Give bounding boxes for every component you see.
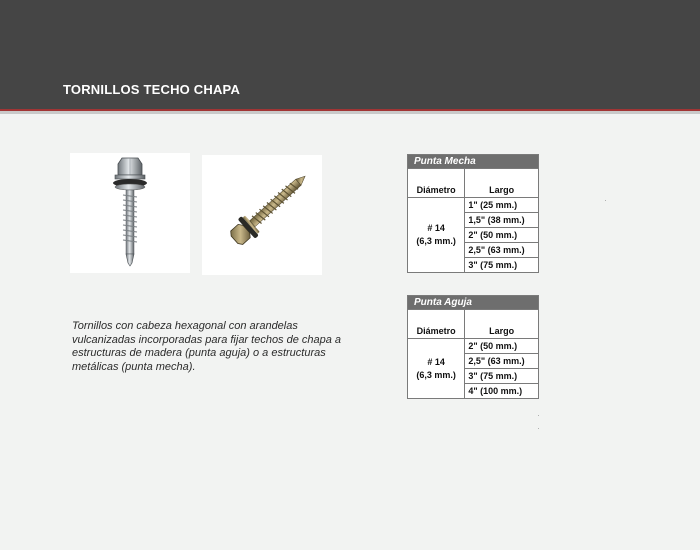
stray-mark — [605, 200, 606, 201]
column-header-diameter: Diámetro — [408, 310, 465, 339]
length-cell: 2,5" (63 mm.) — [465, 243, 539, 258]
diameter-mm: (6,3 mm.) — [416, 236, 456, 246]
stray-mark — [538, 428, 539, 429]
length-cell: 2" (50 mm.) — [465, 228, 539, 243]
column-header-length: Largo — [465, 310, 539, 339]
table-caption: Punta Mecha — [408, 155, 539, 169]
column-header-diameter: Diámetro — [408, 169, 465, 198]
length-cell: 2,5" (63 mm.) — [465, 354, 539, 369]
screw-needle-point-image — [202, 155, 322, 275]
stray-mark — [538, 415, 539, 416]
length-cell: 3" (75 mm.) — [465, 369, 539, 384]
hex-head-screw-needle-point-photo — [202, 155, 322, 275]
length-cell: 1,5" (38 mm.) — [465, 213, 539, 228]
header-divider-shadow — [0, 111, 700, 114]
length-cell: 4" (100 mm.) — [465, 384, 539, 399]
diameter-mm: (6,3 mm.) — [416, 369, 456, 380]
screw-drill-point-image — [70, 153, 190, 273]
diameter-gauge: # 14 — [427, 356, 445, 367]
table-caption: Punta Aguja — [408, 296, 539, 310]
hex-head-screw-drill-point-photo — [70, 153, 190, 273]
length-cell: 1" (25 mm.) — [465, 198, 539, 213]
spec-table-punta-mecha — [407, 154, 539, 273]
length-cell: 3" (75 mm.) — [465, 258, 539, 273]
spec-table-punta-aguja — [407, 295, 539, 399]
diameter-cell — [408, 198, 465, 273]
column-header-length: Largo — [465, 169, 539, 198]
page-title: TORNILLOS TECHO CHAPA — [63, 82, 241, 97]
length-cell: 2" (50 mm.) — [465, 339, 539, 354]
product-description: Tornillos con cabeza hexagonal con arandelas vulcanizadas incorporadas para fijar techos de chapa a estructuras de madera (punta aguja) o a estructuras metálicas (punta mecha). — [72, 320, 342, 373]
diameter-cell — [408, 339, 465, 399]
diameter-gauge: # 14 — [427, 223, 445, 233]
